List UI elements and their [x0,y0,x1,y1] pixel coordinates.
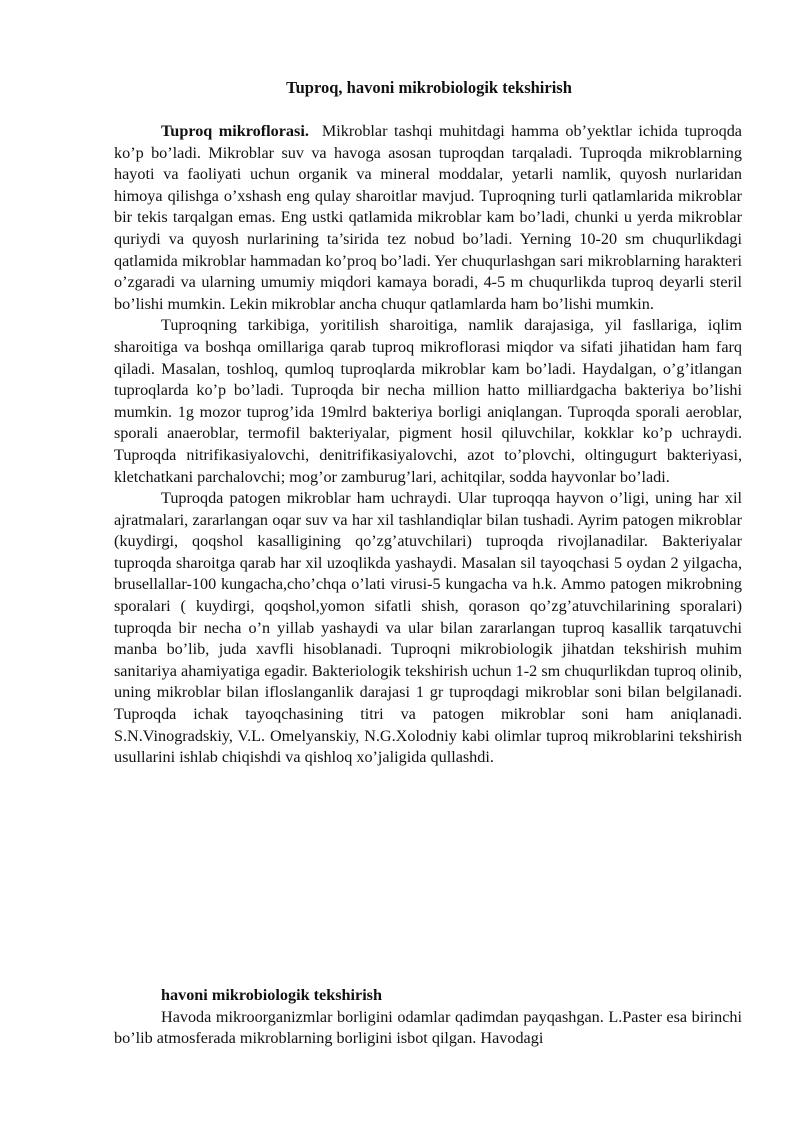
paragraph: Tuproqning tarkibiga, yoritilish sharoitiga, namlik darajasiga, yil fasllariga, iqlim sharoitiga va boshqa omillariga qarab tuproq mikroflorasi miqdor va sifati jihatidan ham farq qiladi. Masalan, toshloq, qumloq tuproqlarda mikroblar kam bo’ladi. Haydalgan, o’g’itlangan tuproqlarda ko’p bo’ladi. Tuproqda bir necha million hatto milliardgacha bakteriya bo’lishi mumkin. 1g mozor tuprog’ida 19mlrd bakteriya borligi aniqlangan. Tuproqda sporali aeroblar, sporali anaeroblar, termofil bakteriyalar, pigment hosil qiluvchilar, kokklar ko’p uchraydi. Tuproqda nitrifikasiyalovchi, denitrifikasiyalovchi, azot to’plovchi, oltingugurt bakteriyasi, kletchatkani parchalovchi; mog’or zamburug’lari, achitqilar, sodda hayvonlar bo’ladi. [114,316,742,486]
paragraph-text: Mikroblar tashqi muhitdagi hamma ob’yektlar ichida tuproqda ko’p bo’ladi. Mikroblar suv va havoga asosan tuproqdan tarqaladi. Tuproqda mikroblarning hayoti va faoliyati uchun organik va mineral moddalar, yetarli namlik, quyosh nurlaridan himoya qilishga o’xshash eng qulay sharoitlar mavjud. Tuproqning turli qatlamlarida mikroblar bir tekis tarqalgan emas. Eng ustki qatlamida mikroblar kam bo’ladi, chunki u yerda mikroblar quriydi va quyosh nurlarining ta’sirida tez nobud bo’ladi. Yerning 10-20 sm chuqurlikdagi qatlamida mikroblar hammadan ko’proq bo’ladi. Yer chuqurlashgan sari mikroblarning harakteri o’zgaradi va ularning umumiy miqdori kamaya boradi, 4-5 m chuqurlikda tuproq deyarli steril bo’lishi mumkin. Lekin mikroblar ancha chuqur qatlamlarda ham bo’lishi mumkin. [114,122,742,313]
paragraph: Tuproqda patogen mikroblar ham uchraydi. Ular tuproqqa hayvon o’ligi, uning har xil ajratmalari, zararlangan oqar suv va har xil tashlandiqlar bilan tushadi. Ayrim patogen mikroblar (kuydirgi, qoqshol kasalligining qo’zg’atuvchilari) tuproqda rivojlanadilar. Bakteriyalar tuproqda sharoitga qarab har xil uzoqlikda yashaydi. Masalan sil tayoqchasi 5 oydan 2 yilgacha, brusellallar-100 kungacha,cho’chqa o’lati virusi-5 kungacha va h.k. Ammo patogen mikrobning sporalari ( kuydirgi, qoqshol,yomon sifatli shish, qorason qo’zg’atuvchilarining sporalari) tuproqda bir necha o’n yillab yashaydi va ular bilan zararlangan tuproq kasallik tarqatuvchi manba bo’lib, juda xavfli hisoblanadi. Tuproqni mikrobiologik jihatdan tekshirish muhim sanitariya ahamiyatiga egadir. Bakteriologik tekshirish uchun 1-2 sm chuqurlikdan tuproq olinib, uning mikroblar bilan ifloslanganlik darajasi 1 gr tuproqdagi mikroblar soni bilan belgilanadi. Tuproqda ichak tayoqchasining titri va patogen mikroblar soni ham aniqlanadi. S.N.Vinogradskiy, V.L. Omelyanskiy, N.G.Xolodniy kabi olimlar tuproq mikroblarini tekshirish usullarini ishlab chiqishdi va qishloq xo’jaligida qullashdi. [114,489,742,767]
section-soil-microflora [114,121,742,769]
document-title: Tuproq, havoni mikrobiologik tekshirish [286,78,572,97]
paragraph: Havoda mikroorganizmlar borligini odamlar qadimdan payqashgan. L.Paster esa birinchi bo’lib atmosferada mikroblarning borligini isbot qilgan. Havodagi [114,1007,742,1048]
section-lead: Tuproq mikroflorasi. [161,122,309,140]
section-heading: havoni mikrobiologik tekshirish [161,986,382,1004]
paragraph [114,121,742,315]
section-air-microbiology [114,985,742,1050]
